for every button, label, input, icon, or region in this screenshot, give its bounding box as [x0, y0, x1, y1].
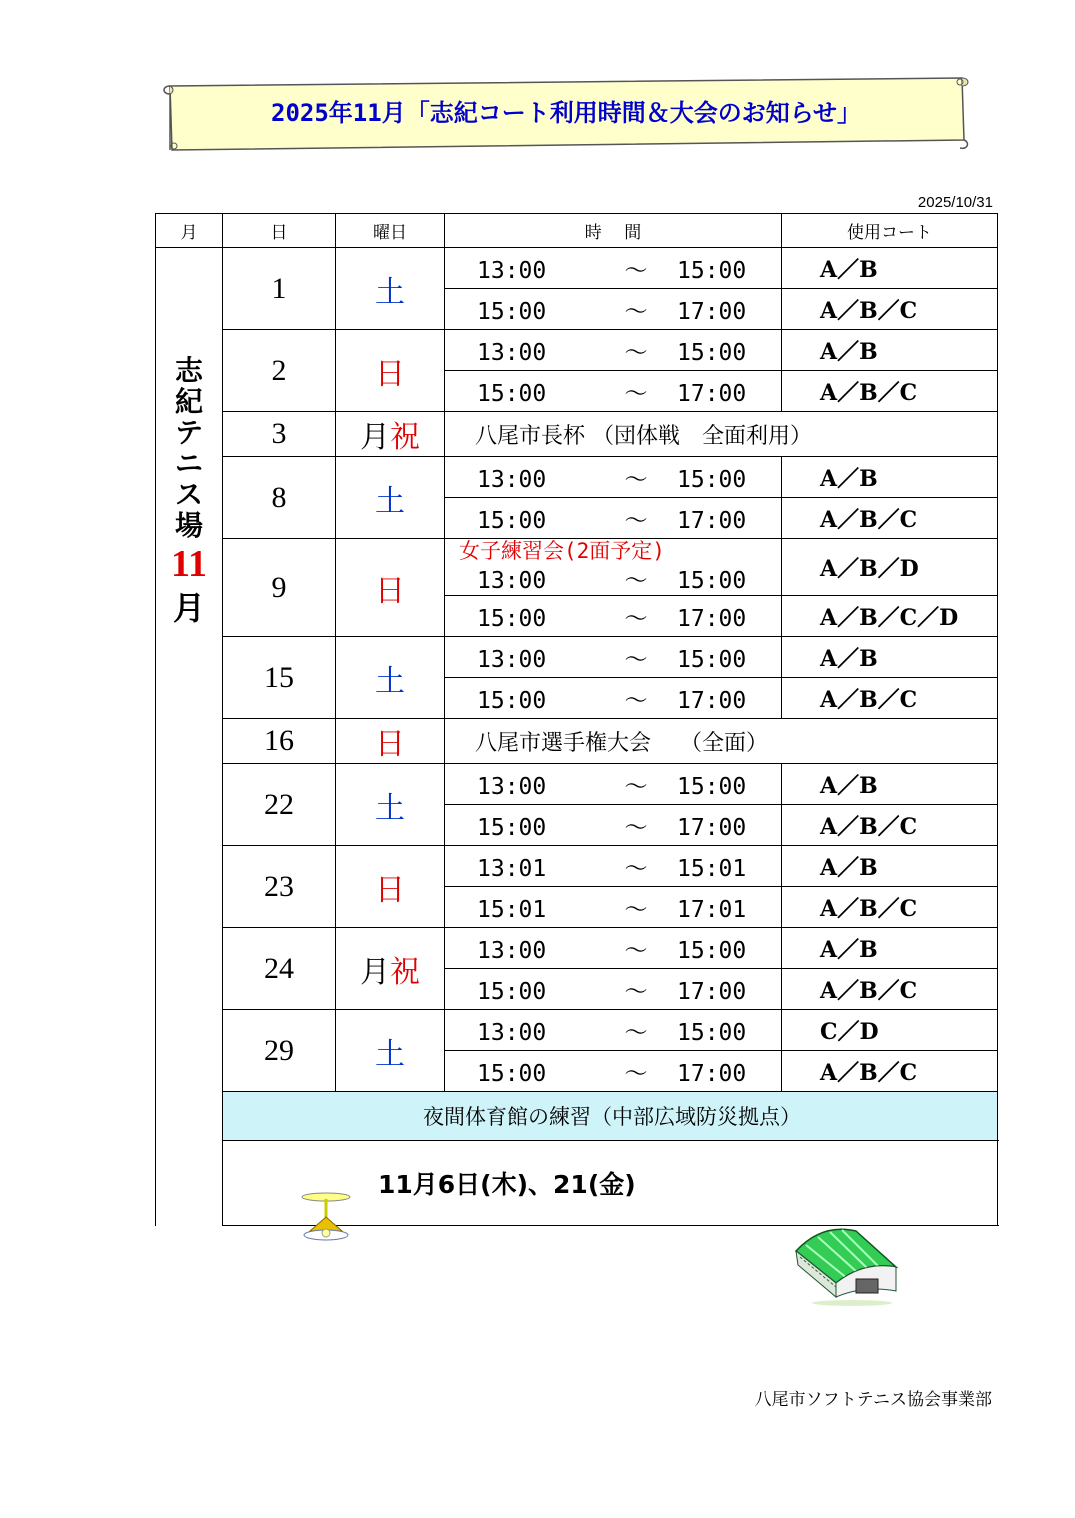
ceiling-lamp-icon — [296, 1191, 356, 1245]
court-cell: A／B／C — [782, 887, 998, 928]
event-cell: 八尾市長杯 （団体戦 全面利用） — [445, 412, 998, 457]
day-cell: 9 — [223, 539, 336, 637]
time-cell: 15:00 ～ 17:00 — [445, 969, 782, 1010]
weekday-cell: 日 — [336, 539, 445, 637]
weekday-cell: 土 — [336, 637, 445, 719]
header-court: 使用コート — [782, 214, 998, 248]
night-dates-row — [156, 1141, 998, 1226]
day-cell: 24 — [223, 928, 336, 1010]
schedule-table — [155, 213, 998, 1226]
time-cell: 13:01 ～ 15:01 — [445, 846, 782, 887]
time-cell: 15:00 ～ 17:00 — [445, 805, 782, 846]
court-cell: A／B／C／D — [782, 596, 998, 637]
table-row — [156, 248, 998, 289]
court-cell: A／B／C — [782, 805, 998, 846]
weekday-cell: 土 — [336, 764, 445, 846]
court-cell: A／B — [782, 637, 998, 678]
night-practice-dates: 11月6日(木)、21(金) — [223, 1141, 998, 1226]
weekday-cell: 日 — [336, 719, 445, 764]
venue-name: 志 紀 テ ニ ス 場 — [174, 353, 203, 542]
page-title: 2025年11月「志紀コート利用時間＆大会のお知らせ」 — [271, 99, 861, 127]
time-cell: 13:00 ～ 15:00 — [445, 457, 782, 498]
event-cell: 八尾市選手権大会 （全面） — [445, 719, 998, 764]
time-cell: 13:00 ～ 15:00 — [445, 637, 782, 678]
time-cell: 15:01 ～ 17:01 — [445, 887, 782, 928]
time-cell: 13:00 ～ 15:00 — [445, 764, 782, 805]
time-cell: 15:00 ～ 17:00 — [445, 498, 782, 539]
table-row — [156, 637, 998, 678]
table-row — [156, 539, 998, 596]
day-cell: 22 — [223, 764, 336, 846]
weekday-cell: 月祝 — [336, 412, 445, 457]
day-cell: 3 — [223, 412, 336, 457]
court-cell: A／B／D — [782, 539, 998, 596]
event-note: 女子練習会(2面予定) — [459, 538, 665, 563]
day-cell: 8 — [223, 457, 336, 539]
table-row — [156, 1010, 998, 1051]
holiday-mark: 祝 — [390, 954, 420, 990]
header-day: 日 — [223, 214, 336, 248]
court-cell: A／B — [782, 928, 998, 969]
weekday-cell: 土 — [336, 457, 445, 539]
holiday-mark: 祝 — [390, 420, 420, 455]
time-cell: 女子練習会(2面予定) 13:00 ～ 15:00 — [445, 539, 782, 596]
header-time: 時 間 — [445, 214, 782, 248]
header-month: 月 — [156, 214, 223, 248]
time-cell: 13:00 ～ 15:00 — [445, 1010, 782, 1051]
day-cell: 1 — [223, 248, 336, 330]
time-cell: 15:00 ～ 17:00 — [445, 289, 782, 330]
table-row — [156, 764, 998, 805]
day-cell: 2 — [223, 330, 336, 412]
court-cell: A／B — [782, 457, 998, 498]
weekday-cell: 土 — [336, 1010, 445, 1092]
court-cell: A／B／C — [782, 498, 998, 539]
time-cell: 13:00 ～ 15:00 — [445, 330, 782, 371]
night-practice-row — [156, 1092, 998, 1141]
day-cell: 15 — [223, 637, 336, 719]
court-cell: A／B — [782, 248, 998, 289]
time-cell: 15:00 ～ 17:00 — [445, 1051, 782, 1092]
court-cell: A／B／C — [782, 371, 998, 412]
venue-month-number: 11 — [171, 542, 207, 585]
weekday-cell: 土 — [336, 248, 445, 330]
court-cell: C／D — [782, 1010, 998, 1051]
court-cell: A／B／C — [782, 289, 998, 330]
title-banner — [160, 74, 972, 152]
court-cell: A／B／C — [782, 678, 998, 719]
court-cell: A／B／C — [782, 969, 998, 1010]
table-row — [156, 846, 998, 887]
table-header-row — [156, 214, 998, 248]
time-cell: 13:00 ～ 15:00 — [445, 928, 782, 969]
day-cell: 29 — [223, 1010, 336, 1092]
weekday-cell: 月祝 — [336, 928, 445, 1010]
time-cell: 15:00 ～ 17:00 — [445, 596, 782, 637]
organization-footer: 八尾市ソフトテニス協会事業部 — [754, 1390, 992, 1410]
weekday-cell: 日 — [336, 846, 445, 928]
table-row — [156, 457, 998, 498]
court-cell: A／B — [782, 846, 998, 887]
court-cell: A／B — [782, 330, 998, 371]
weekday-cell: 日 — [336, 330, 445, 412]
court-cell: A／B — [782, 764, 998, 805]
time-cell: 13:00 ～ 15:00 — [445, 248, 782, 289]
header-weekday: 曜日 — [336, 214, 445, 248]
night-practice-title: 夜間体育館の練習（中部広域防災拠点） — [223, 1092, 998, 1141]
venue-label — [156, 248, 223, 1226]
venue-month-char: 月 — [172, 588, 205, 627]
table-row — [156, 928, 998, 969]
time-cell: 15:00 ～ 17:00 — [445, 371, 782, 412]
issue-date: 2025/10/31 — [917, 194, 993, 211]
gymnasium-icon — [792, 1221, 902, 1310]
day-cell: 16 — [223, 719, 336, 764]
court-cell: A／B／C — [782, 1051, 998, 1092]
time-cell: 15:00 ～ 17:00 — [445, 678, 782, 719]
day-cell: 23 — [223, 846, 336, 928]
table-row — [156, 330, 998, 371]
